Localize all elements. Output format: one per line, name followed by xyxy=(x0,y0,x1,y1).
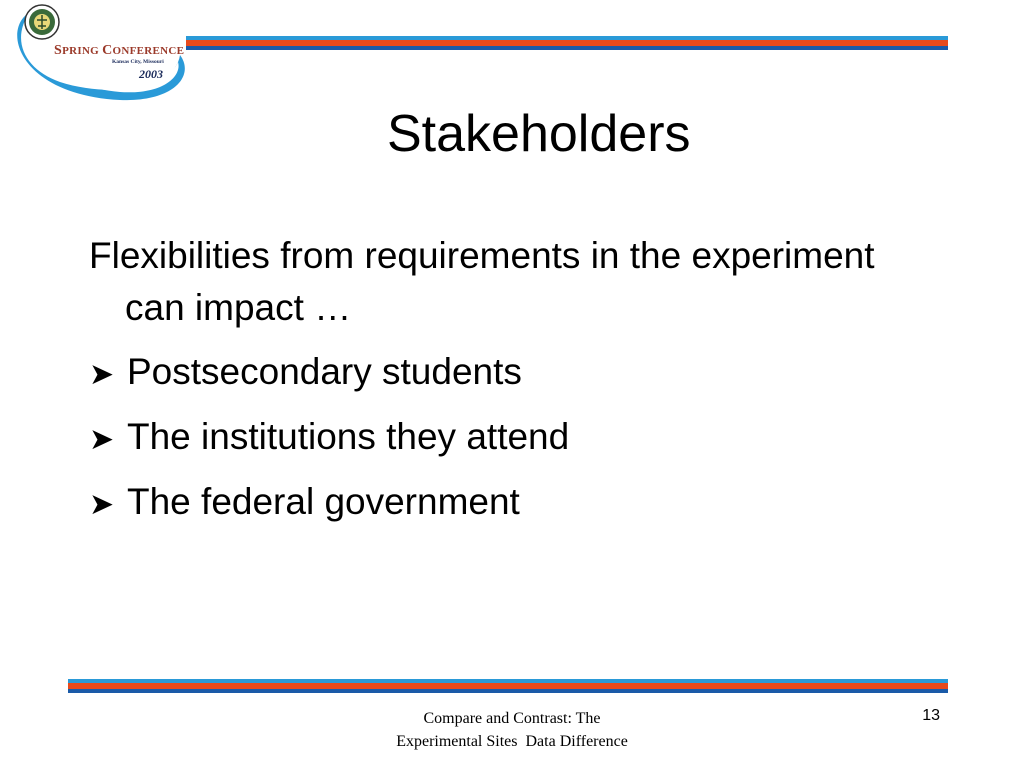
conference-logo xyxy=(0,0,195,108)
footer-caption xyxy=(362,707,662,753)
footer-caption-line1: Compare and Contrast: The xyxy=(423,710,601,727)
header-stripe xyxy=(186,36,948,50)
intro-text: Flexibilities from requirements in the experiment can impact … xyxy=(89,235,875,328)
logo-year: 2003 xyxy=(139,67,163,81)
bullet-text: Postsecondary students xyxy=(127,351,522,392)
footer-caption-line2: Experimental Sites Data Difference xyxy=(396,733,628,750)
arrowhead-bullet-icon: ➤ xyxy=(89,423,115,456)
arrowhead-bullet-icon: ➤ xyxy=(89,358,115,391)
logo-conference-name: SPRING CONFERENCE xyxy=(54,43,185,58)
bullet-item xyxy=(89,476,889,531)
bullet-item xyxy=(89,411,889,466)
arrowhead-bullet-icon: ➤ xyxy=(89,488,115,521)
page-number: 13 xyxy=(922,707,940,724)
bullet-text: The institutions they attend xyxy=(127,416,570,457)
bullet-item xyxy=(89,346,889,401)
bullet-text: The federal government xyxy=(127,481,520,522)
logo-location: Kansas City, Missouri xyxy=(112,59,164,65)
slide-title: Stakeholders xyxy=(387,105,691,163)
slide-body xyxy=(89,230,889,541)
footer-stripe xyxy=(68,679,948,693)
